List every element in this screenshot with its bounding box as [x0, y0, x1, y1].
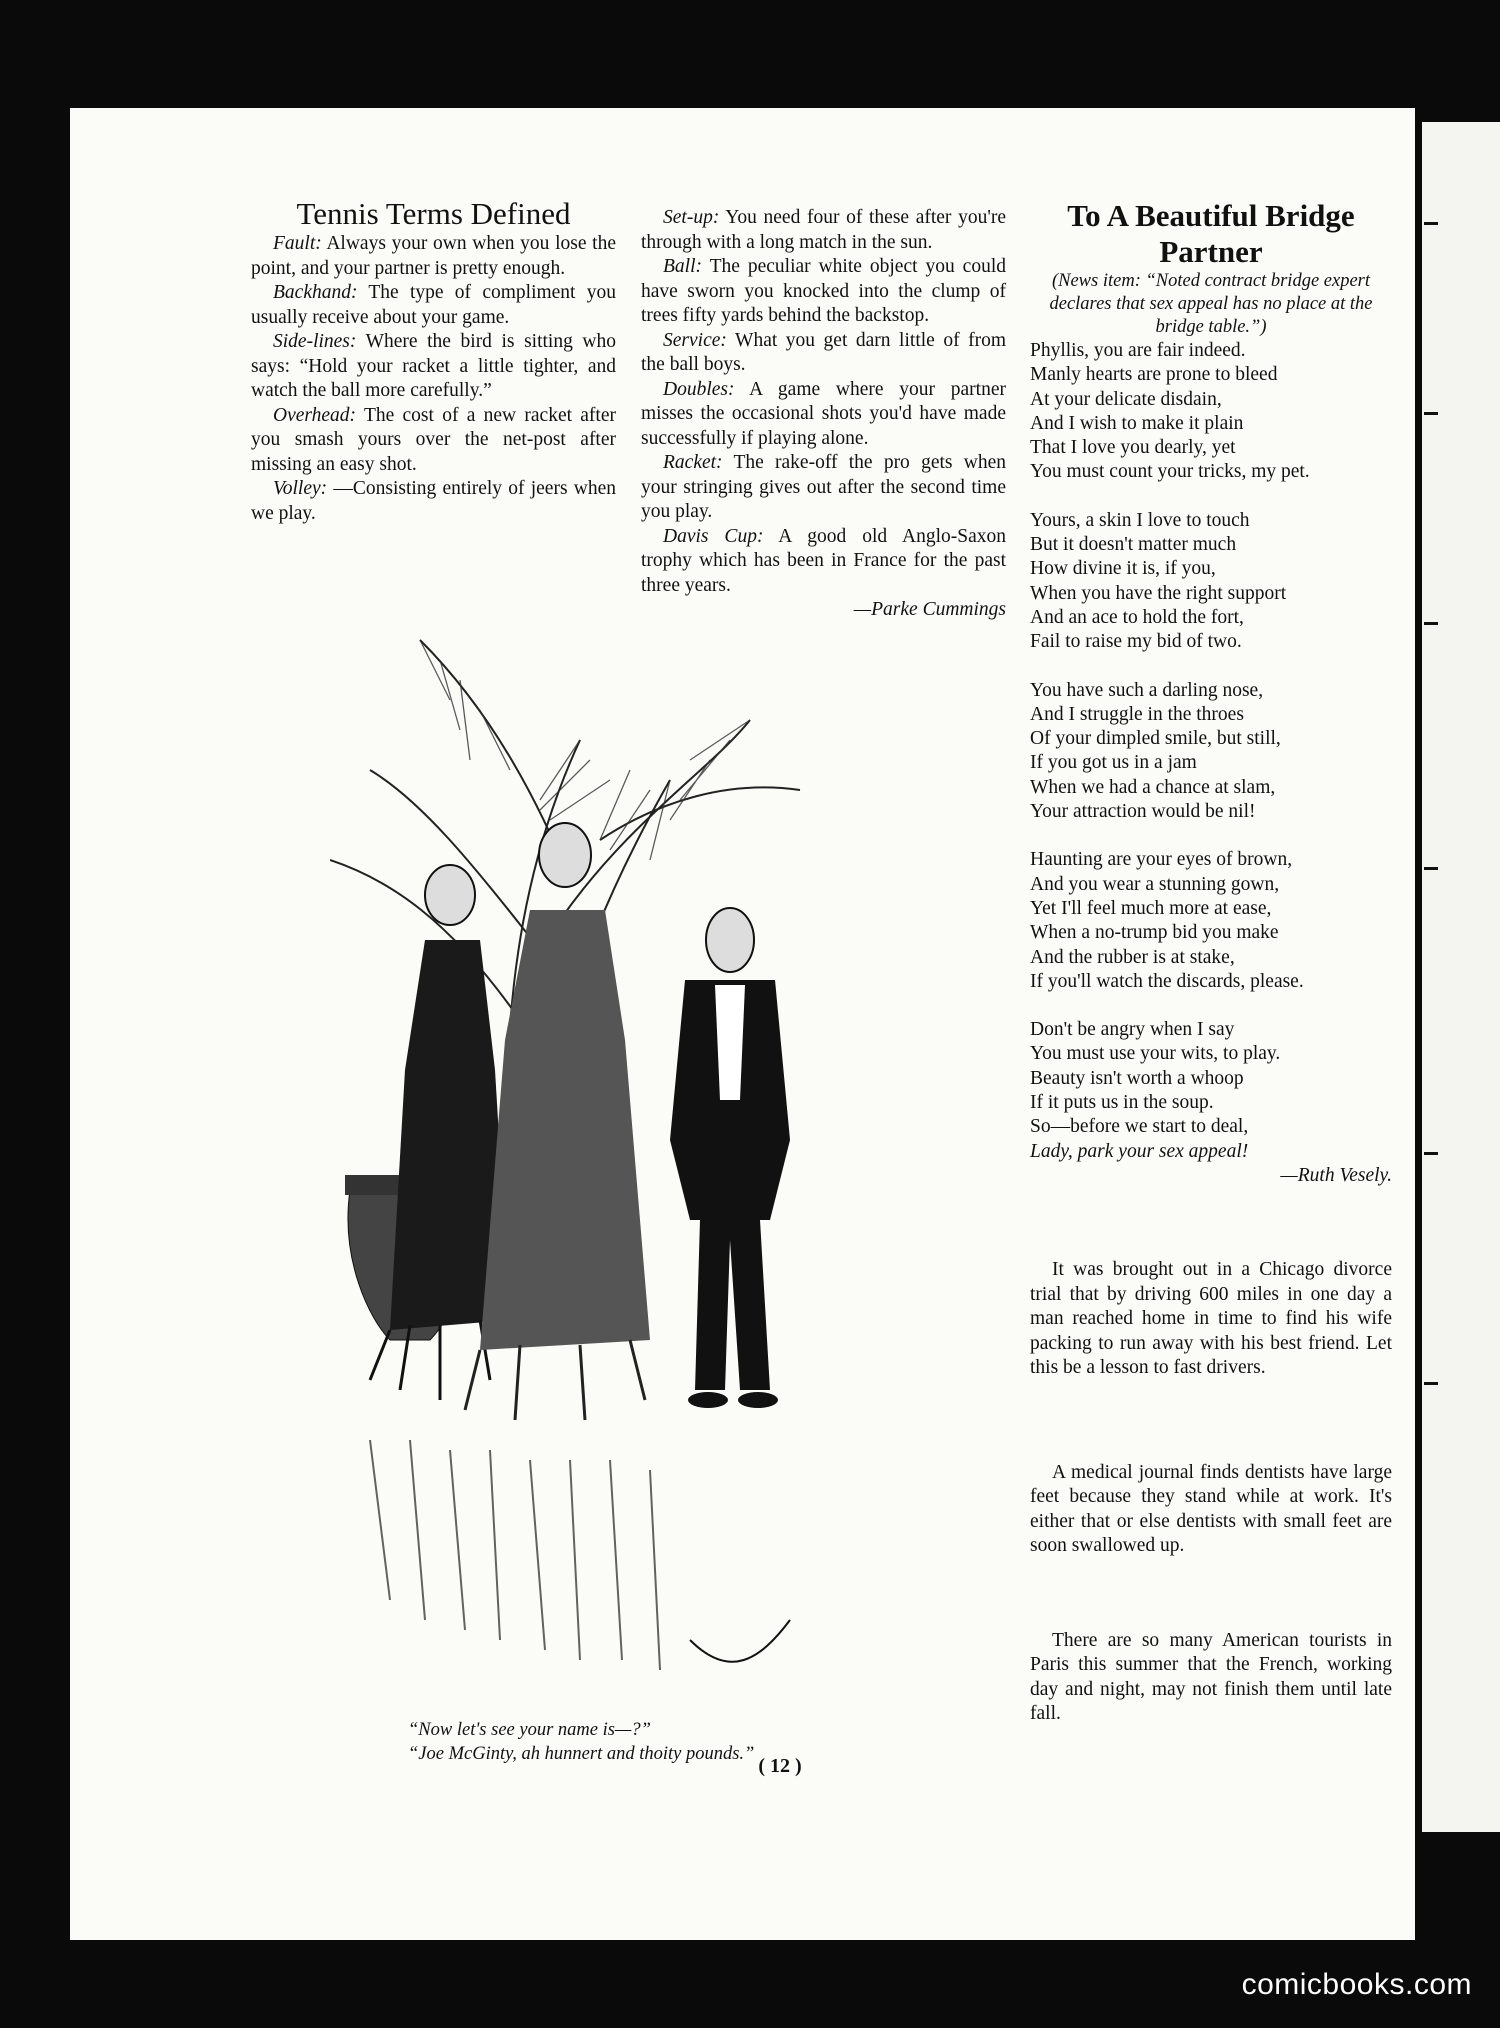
tennis-entry: Davis Cup: A good old Anglo-Saxon trophy which has been in France for the past three years.	[641, 525, 1006, 596]
bridge-signature: —Ruth Vesely.	[1280, 1164, 1392, 1186]
tennis-entry: Racket: The rake-off the pro gets when your stringing gives out after the second time you play.	[641, 452, 1006, 522]
tennis-entry: Backhand: The type of compliment you usually receive about your game.	[251, 282, 616, 328]
stanza: Yours, a skin I love to touch But it doesn't matter much How divine it is, if you, When you have the right support And an ace to hold the fort, Fail to raise my bid of two.	[1030, 509, 1287, 653]
tennis-entry: Volley: —Consisting entirely of jeers when we play.	[251, 478, 616, 524]
stanza: Haunting are your eyes of brown, And you wear a stunning gown, Yet I'll feel much more at ease, When a no-trump bid you make And the rubber is at stake, If you'll watch the discards, please.	[1030, 849, 1304, 992]
tennis-signature: —Parke Cummings	[853, 599, 1006, 620]
stanza: Phyllis, you are fair indeed. Manly hearts are prone to bleed At your delicate disdain, And I wish to make it plain That I love you dearly, yet You must count your tricks, my pet.	[1030, 340, 1310, 483]
squib: There are so many American tourists in Paris this summer that the French, working day and night, may not finish them until late fall.	[1030, 1629, 1392, 1725]
tennis-entry: Side-lines: Where the bird is sitting who says: “Hold your racket a little tighter, and watch the ball more carefully.”	[251, 331, 616, 401]
news-item: (News item: “Noted contract bridge expert declares that sex appeal has no place at the bridge table.”)	[1049, 271, 1373, 337]
stanza: Don't be angry when I say You must use your wits, to play. Beauty isn't worth a whoop If it puts us in the soup. So—before we start to deal, Lady, park your sex appeal!	[1030, 1019, 1281, 1162]
watermark-text: comicbooks.com	[1241, 1968, 1472, 2001]
tennis-entry: Doubles: A game where your partner misses the occasional shots you'd have made successfully if playing alone.	[641, 378, 1006, 449]
bridge-column	[1030, 198, 1392, 1727]
tennis-entry: Service: What you get darn little of from the ball boys.	[641, 329, 1006, 375]
bridge-title: To A Beautiful Bridge Partner	[1067, 198, 1355, 269]
tennis-column-2	[641, 206, 1006, 623]
tennis-column-1	[251, 232, 616, 526]
tennis-entry: Set-up: You need four of these after you're through with a long match in the sun.	[641, 207, 1006, 253]
page-number: ( 12 )	[758, 1755, 802, 1777]
squib: A medical journal finds dentists have large feet because they stand while at work. It's either that or else dentists with small feet are soon swallowed up.	[1030, 1461, 1392, 1557]
squib: It was brought out in a Chicago divorce trial that by driving 600 miles in one day a man reached home in time to find his wife packing to run away with his best friend. Let this be a lesson to fast drivers.	[1030, 1259, 1392, 1379]
tennis-entry: Fault: Always your own when you lose the point, and your partner is pretty enough.	[251, 233, 616, 279]
illustration-caption: “Now let's see your name is—?” “Joe McGinty, ah hunnert and thoity pounds.”	[408, 1720, 755, 1764]
facing-page-edge	[1422, 122, 1500, 1832]
cartoon-illustration	[330, 620, 1010, 1700]
tennis-title: Tennis Terms Defined	[296, 196, 571, 231]
stanza: You have such a darling nose, And I struggle in the throes Of your dimpled smile, but still, If you got us in a jam When we had a chance at slam, Your attraction would be nil!	[1030, 679, 1281, 823]
tennis-entry: Ball: The peculiar white object you could have sworn you knocked into the clump of trees fifty yards behind the backstop.	[641, 256, 1006, 326]
tennis-entry: Overhead: The cost of a new racket after you smash yours over the net-post after missing an easy shot.	[251, 404, 616, 475]
